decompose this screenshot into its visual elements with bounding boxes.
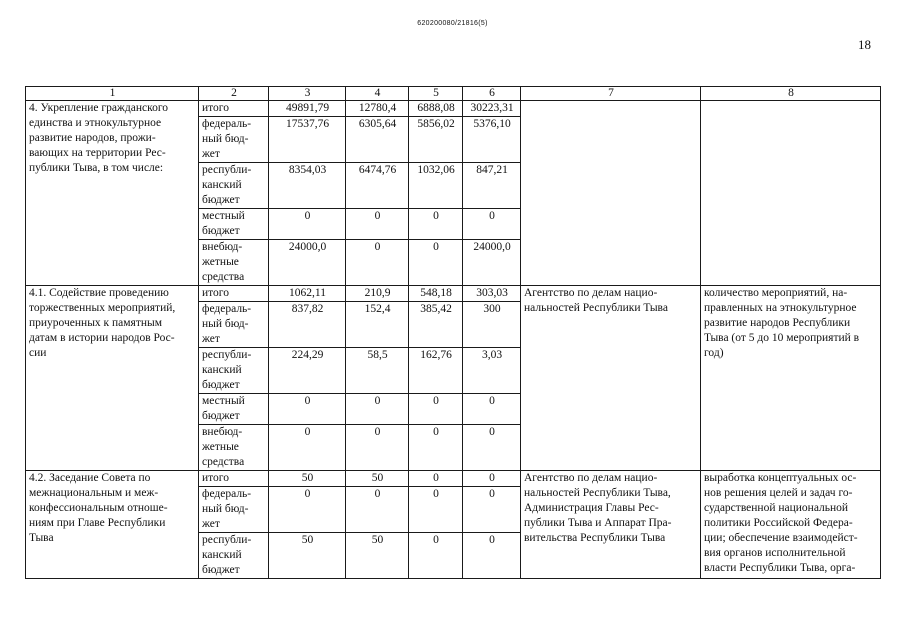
amount-cell-v5: 385,42 [409,302,463,348]
funding-source-cell [199,240,269,286]
indicator-line: количество мероприятий, на- [704,287,848,299]
document-id: 620200080/21816(5) [417,20,488,27]
column-header-row [26,87,881,101]
indicator-line: власти Республики Тыва, орга- [704,562,856,574]
section-name-line: вающих на территории Рес- [29,147,166,159]
amount-cell-v3: 0 [269,394,346,425]
section-name-line: развитие народов, прожи- [29,132,156,144]
amount-cell-v6: 300 [463,302,521,348]
column-header: 7 [521,87,701,101]
section-name-line: конфессиональным отноше- [29,502,168,514]
funding-source-line: канский [202,549,242,561]
column-header: 1 [26,87,199,101]
section-name-cell [26,101,199,286]
indicator-line: Тыва (от 5 до 10 мероприятий в [704,332,860,344]
column-header: 3 [269,87,346,101]
amount-cell-v4: 210,9 [346,286,409,302]
section-name-line: межнациональным и меж- [29,487,159,499]
funding-source-line: федераль- [202,303,252,315]
column-header: 6 [463,87,521,101]
amount-cell-v6: 303,03 [463,286,521,302]
funding-source-line: бюджет [202,225,240,237]
funding-source-line: жет [202,148,220,160]
indicator-line: политики Российской Федера- [704,517,853,529]
funding-source-cell [199,348,269,394]
amount-cell-v5: 0 [409,425,463,471]
funding-source-line: республи- [202,349,252,361]
table-row [26,471,881,487]
amount-cell-v5: 162,76 [409,348,463,394]
section-name-line: единства и этнокультурное [29,117,162,129]
executor-line: публики Тыва и Аппарат Пра- [524,517,672,529]
indicator-line: развитие народов Республики [704,317,851,329]
funding-source-line: итого [202,102,229,114]
funding-source-cell [199,425,269,471]
amount-cell-v3: 837,82 [269,302,346,348]
amount-cell-v4: 0 [346,209,409,240]
section-name-line: 4.1. Содействие проведению [29,287,169,299]
indicator-line: сударственной национальной [704,502,849,514]
amount-cell-v3: 1062,11 [269,286,346,302]
funding-source-line: ный бюд- [202,133,249,145]
section-name-line: 4. Укрепление гражданского [29,102,169,114]
amount-cell-v5: 0 [409,240,463,286]
funding-source-line: местный [202,210,245,222]
amount-cell-v4: 12780,4 [346,101,409,117]
amount-cell-v3: 0 [269,487,346,533]
section-name-line: приуроченных к памятным [29,317,163,329]
executor-line: Агентство по делам нацио- [524,472,658,484]
funding-source-cell [199,286,269,302]
amount-cell-v4: 50 [346,471,409,487]
table-body [26,87,881,579]
amount-cell-v4: 6305,64 [346,117,409,163]
table-row [26,101,881,117]
amount-cell-v4: 50 [346,533,409,579]
funding-source-line: итого [202,287,229,299]
amount-cell-v4: 58,5 [346,348,409,394]
section-name-line: сии [29,347,47,359]
indicator-line: правленных на этнокультурное [704,302,857,314]
amount-cell-v6: 0 [463,471,521,487]
amount-cell-v6: 0 [463,394,521,425]
amount-cell-v3: 224,29 [269,348,346,394]
indicator-line: вия органов исполнительной [704,547,846,559]
amount-cell-v4: 0 [346,425,409,471]
amount-cell-v5: 1032,06 [409,163,463,209]
amount-cell-v3: 0 [269,425,346,471]
amount-cell-v6: 847,21 [463,163,521,209]
funding-source-cell [199,117,269,163]
funding-source-cell [199,471,269,487]
amount-cell-v4: 0 [346,394,409,425]
amount-cell-v6: 5376,10 [463,117,521,163]
funding-source-cell [199,394,269,425]
amount-cell-v6: 0 [463,209,521,240]
funding-source-line: местный [202,395,245,407]
funding-source-line: средства [202,456,245,468]
executor-line: нальностей Республики Тыва [524,302,668,314]
amount-cell-v5: 0 [409,394,463,425]
amount-cell-v5: 0 [409,471,463,487]
section-name-line: ниям при Главе Республики [29,517,166,529]
funding-source-cell [199,302,269,348]
amount-cell-v4: 0 [346,240,409,286]
executor-line: Агентство по делам нацио- [524,287,658,299]
amount-cell-v3: 8354,03 [269,163,346,209]
executor-line: вительства Республики Тыва [524,532,666,544]
column-header: 8 [701,87,881,101]
executor-line: нальностей Республики Тыва, [524,487,671,499]
amount-cell-v6: 30223,31 [463,101,521,117]
amount-cell-v5: 0 [409,209,463,240]
amount-cell-v3: 24000,0 [269,240,346,286]
funding-source-cell [199,209,269,240]
funding-source-cell [199,101,269,117]
section-name-line: торжественных мероприятий, [29,302,176,314]
executor-line: Администрация Главы Рес- [524,502,659,514]
amount-cell-v5: 6888,08 [409,101,463,117]
section-name-cell [26,471,199,579]
amount-cell-v6: 24000,0 [463,240,521,286]
amount-cell-v6: 3,03 [463,348,521,394]
funding-source-cell [199,163,269,209]
funding-source-line: федераль- [202,488,252,500]
page-number: 18 [858,37,871,52]
amount-cell-v5: 0 [409,487,463,533]
executor-cell [521,101,701,286]
funding-source-line: республи- [202,534,252,546]
indicator-cell [701,471,881,579]
funding-source-line: внебюд- [202,241,243,253]
funding-source-line: ный бюд- [202,503,249,515]
amount-cell-v4: 152,4 [346,302,409,348]
funding-source-line: жет [202,333,220,345]
amount-cell-v3: 17537,76 [269,117,346,163]
funding-source-line: канский [202,179,242,191]
amount-cell-v5: 548,18 [409,286,463,302]
funding-source-cell [199,533,269,579]
amount-cell-v4: 6474,76 [346,163,409,209]
funding-source-line: бюджет [202,564,240,576]
indicator-line: ции; обеспечение взаимодейст- [704,532,858,544]
funding-source-line: федераль- [202,118,252,130]
column-header: 2 [199,87,269,101]
amount-cell-v6: 0 [463,425,521,471]
funding-source-line: внебюд- [202,426,243,438]
funding-source-line: бюджет [202,410,240,422]
executor-cell [521,471,701,579]
amount-cell-v3: 0 [269,209,346,240]
program-table [25,86,881,579]
table-row [26,286,881,302]
funding-source-line: республи- [202,164,252,176]
indicator-cell [701,286,881,471]
amount-cell-v4: 0 [346,487,409,533]
amount-cell-v5: 0 [409,533,463,579]
section-name-line: 4.2. Заседание Совета по [29,472,151,484]
section-name-line: Тыва [29,532,54,544]
funding-source-line: канский [202,364,242,376]
amount-cell-v3: 50 [269,533,346,579]
funding-source-line: бюджет [202,379,240,391]
indicator-line: нов решения целей и задач го- [704,487,853,499]
column-header: 5 [409,87,463,101]
funding-source-line: ный бюд- [202,318,249,330]
indicator-line: год) [704,347,724,359]
section-name-cell [26,286,199,471]
funding-source-line: итого [202,472,229,484]
amount-cell-v6: 0 [463,487,521,533]
column-header: 4 [346,87,409,101]
indicator-line: выработка концептуальных ос- [704,472,857,484]
amount-cell-v5: 5856,02 [409,117,463,163]
section-name-line: датам в истории народов Рос- [29,332,175,344]
funding-source-line: средства [202,271,245,283]
amount-cell-v6: 0 [463,533,521,579]
funding-source-line: жетные [202,256,239,268]
funding-source-line: жет [202,518,220,530]
section-name-line: публики Тыва, в том числе: [29,162,164,174]
funding-source-cell [199,487,269,533]
amount-cell-v3: 49891,79 [269,101,346,117]
executor-cell [521,286,701,471]
funding-source-line: бюджет [202,194,240,206]
indicator-cell [701,101,881,286]
funding-source-line: жетные [202,441,239,453]
amount-cell-v3: 50 [269,471,346,487]
